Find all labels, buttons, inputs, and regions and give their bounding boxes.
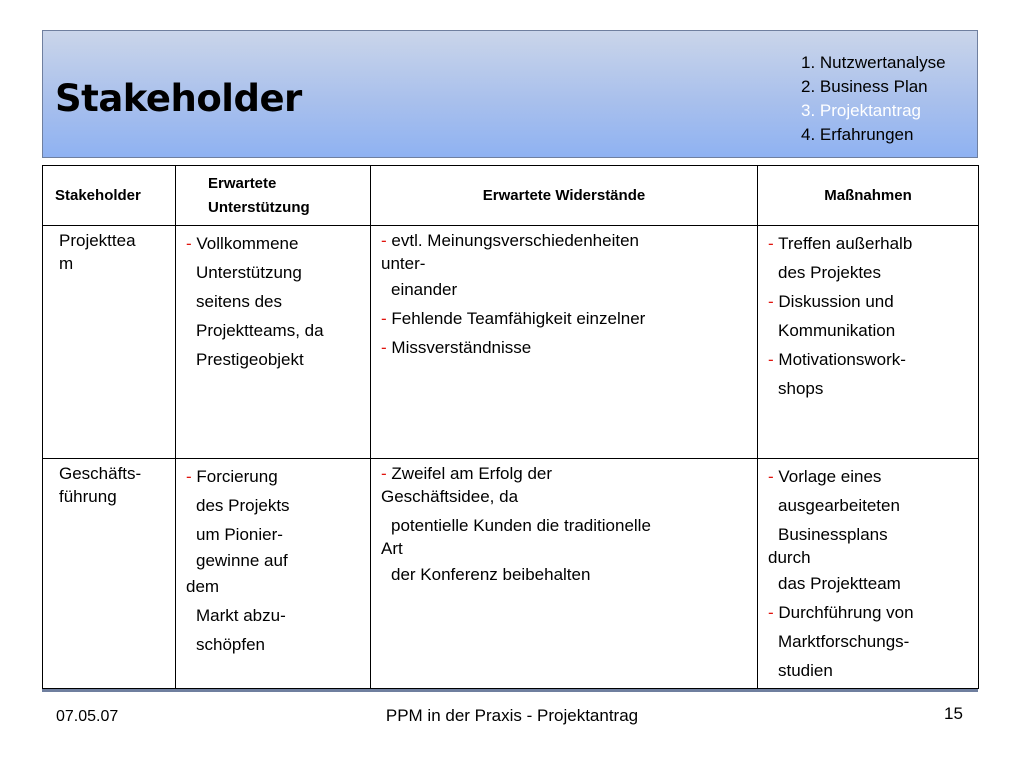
footer-date: 07.05.07 [56, 708, 119, 725]
bullet-dash: - [186, 234, 192, 253]
measures-text: shops [778, 379, 824, 398]
agenda-item-3-active: 3. Projektantrag [801, 101, 922, 120]
header-measures: Maßnahmen [758, 166, 979, 226]
measures-text: des Projektes [778, 263, 881, 282]
stakeholder-line1: Projekttea [59, 231, 136, 250]
table-row [43, 459, 979, 689]
bullet-dash: - [186, 467, 192, 486]
header-expected-support [176, 166, 371, 226]
footer-title: PPM in der Praxis - Projektantrag [385, 706, 639, 725]
table-header-row [43, 166, 979, 226]
support-text: des Projekts [196, 496, 290, 515]
page-number: 15 [944, 704, 963, 723]
bullet-dash: - [768, 350, 774, 369]
bullet-dash: - [381, 231, 387, 250]
support-text: Markt abzu- [196, 606, 286, 625]
header-support-line2: Unterstützung [208, 198, 310, 216]
cell-support [176, 459, 371, 689]
measures-text: Vorlage eines [778, 467, 882, 486]
support-text: Prestigeobjekt [196, 350, 304, 369]
agenda-item-1: 1. Nutzwertanalyse [801, 53, 946, 72]
measures-text: Kommunikation [778, 321, 896, 340]
support-text: gewinne auf [196, 551, 288, 570]
header-support-line1: Erwartete [208, 174, 277, 192]
stakeholder-line2: führung [59, 487, 117, 506]
measures-text: durch [768, 548, 811, 567]
cell-measures [758, 226, 979, 459]
resistance-text: Fehlende Teamfähigkeit einzelner [391, 309, 646, 328]
stakeholder-table [42, 165, 979, 689]
bullet-dash: - [381, 464, 387, 483]
bullet-dash: - [768, 603, 774, 622]
support-text: Vollkommene [196, 234, 299, 253]
support-text: schöpfen [196, 635, 265, 654]
resistance-text: der Konferenz beibehalten [391, 565, 591, 584]
bullet-dash: - [381, 309, 387, 328]
cell-support [176, 226, 371, 459]
resistance-text: einander [391, 280, 458, 299]
stakeholder-table-container [42, 165, 978, 692]
cell-stakeholder [43, 459, 176, 689]
table-row [43, 226, 979, 459]
bullet-dash: - [768, 467, 774, 486]
measures-text: ausgearbeiteten [778, 496, 900, 515]
resistance-text: unter- [381, 254, 426, 273]
support-text: dem [186, 577, 220, 596]
cell-resistance [371, 226, 758, 459]
resistance-text: Art [381, 539, 403, 558]
header-stakeholder: Stakeholder [43, 166, 176, 226]
cell-resistance [371, 459, 758, 689]
measures-text: Marktforschungs- [778, 632, 910, 651]
slide-title: Stakeholder [55, 77, 302, 120]
measures-text: Businessplans [778, 525, 888, 544]
agenda-item-4: 4. Erfahrungen [801, 125, 914, 144]
bullet-dash: - [381, 338, 387, 357]
measures-text: Motivationswork- [778, 350, 906, 369]
resistance-text: Geschäftsidee, da [381, 487, 519, 506]
measures-text: studien [778, 661, 833, 680]
cell-measures [758, 459, 979, 689]
support-text: Forcierung [196, 467, 278, 486]
agenda-list [801, 51, 946, 147]
stakeholder-line1: Geschäfts- [59, 464, 142, 483]
resistance-text: evtl. Meinungsverschiedenheiten [391, 231, 640, 250]
header-expected-resistance: Erwartete Widerstände [371, 166, 758, 226]
resistance-text: Zweifel am Erfolg der [391, 464, 553, 483]
agenda-item-2: 2. Business Plan [801, 77, 928, 96]
support-text: seitens des [196, 292, 282, 311]
measures-text: Durchführung von [778, 603, 914, 622]
measures-text: das Projektteam [778, 574, 901, 593]
support-text: Unterstützung [196, 263, 302, 282]
resistance-text: potentielle Kunden die traditionelle [391, 516, 651, 535]
resistance-text: Missverständnisse [391, 338, 532, 357]
cell-stakeholder [43, 226, 176, 459]
bullet-dash: - [768, 234, 774, 253]
support-text: Projektteams, da [196, 321, 324, 340]
slide-header [42, 30, 978, 158]
measures-text: Diskussion und [778, 292, 894, 311]
measures-text: Treffen außerhalb [778, 234, 913, 253]
stakeholder-line2: m [59, 254, 74, 273]
bullet-dash: - [768, 292, 774, 311]
support-text: um Pionier- [196, 525, 283, 544]
